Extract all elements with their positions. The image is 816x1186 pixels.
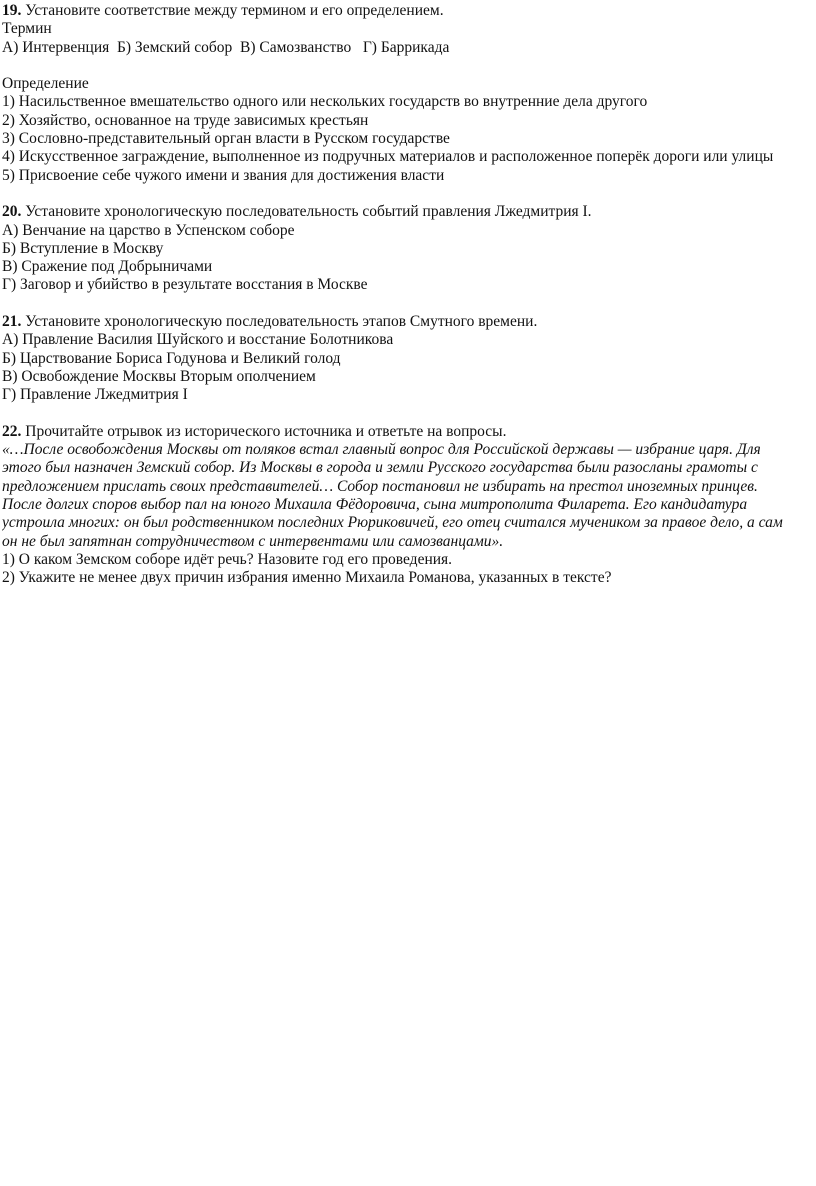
q22-quote-line: устроила многих: он был родственником последних Рюриковичей, его отец считался мучеником за правое дело, а сам [2, 514, 783, 532]
q21-header [2, 313, 812, 331]
q21-number: 21. [2, 313, 22, 331]
spacer [2, 57, 812, 75]
q19-definitions-heading: Определение [2, 75, 89, 93]
q22-quote-line: предложением прислать своих представителей… Собор постановил не избирать на престол иноземных принцев. [2, 477, 758, 495]
q22-header [2, 423, 812, 441]
spacer [2, 295, 812, 313]
q22-quote-line: этого был назначен Земский собор. Из Москвы в города и земли Русского государства были разосланы грамоты с [2, 459, 758, 477]
q21-text: Установите хронологическую последовательность этапов Смутного времени. [21, 313, 538, 331]
q19-definition: 3) Сословно-представительный орган власти в Русском государстве [2, 130, 450, 148]
q20-item: Г) Заговор и убийство в результате восстания в Москве [2, 276, 368, 294]
document-page [2, 2, 812, 588]
q20-item: Б) Вступление в Москву [2, 239, 164, 257]
q22-quote-line: «…После освобождения Москвы от поляков встал главный вопрос для Российской державы — избрание царя. Для [2, 441, 761, 459]
q22-number: 22. [2, 422, 22, 440]
q19-definition: 4) Искусственное заграждение, выполненное из подручных материалов и расположенное поперёк дороги или улицы [2, 148, 774, 166]
spacer [2, 185, 812, 203]
q19-definition: 1) Насильственное вмешательство одного или нескольких государств во внутренние дела другого [2, 93, 648, 111]
q19-text: Установите соответствие между термином и его определением. [21, 2, 444, 19]
spacer [2, 405, 812, 423]
q22-question: 1) О каком Земском соборе идёт речь? Назовите год его проведения. [2, 550, 453, 568]
q20-header [2, 203, 812, 221]
q19-definition: 5) Присвоение себе чужого имени и звания для достижения власти [2, 166, 445, 184]
q22-question: 2) Укажите не менее двух причин избрания именно Михаила Романова, указанных в тексте? [2, 569, 612, 587]
q19-definition: 2) Хозяйство, основанное на труде зависимых крестьян [2, 111, 369, 129]
q21-item: А) Правление Василия Шуйского и восстание Болотникова [2, 331, 394, 349]
q22-text: Прочитайте отрывок из исторического источника и ответьте на вопросы. [21, 422, 507, 440]
q20-item: В) Сражение под Добрыничами [2, 258, 213, 276]
q20-text: Установите хронологическую последовательность событий правления Лжедмитрия I. [21, 203, 592, 221]
q22-quote-line: он не был запятнан сотрудничеством с интервентами или самозванцами». [2, 532, 504, 550]
q20-item: А) Венчание на царство в Успенском соборе [2, 221, 295, 239]
q19-terms-heading: Термин [2, 20, 52, 38]
q19-number: 19. [2, 2, 22, 19]
q19-terms-line: А) Интервенция Б) Земский собор В) Самозванство Г) Баррикада [2, 38, 450, 56]
q21-item: В) Освобождение Москвы Вторым ополчением [2, 367, 316, 385]
q19-header [2, 2, 812, 20]
q20-number: 20. [2, 203, 22, 221]
q22-quote-line: После долгих споров выбор пал на юного Михаила Фёдоровича, сына митрополита Филарета. Его кандидатура [2, 496, 748, 514]
q21-item: Г) Правление Лжедмитрия I [2, 386, 188, 404]
q21-item: Б) Царствование Бориса Годунова и Великий голод [2, 349, 341, 367]
